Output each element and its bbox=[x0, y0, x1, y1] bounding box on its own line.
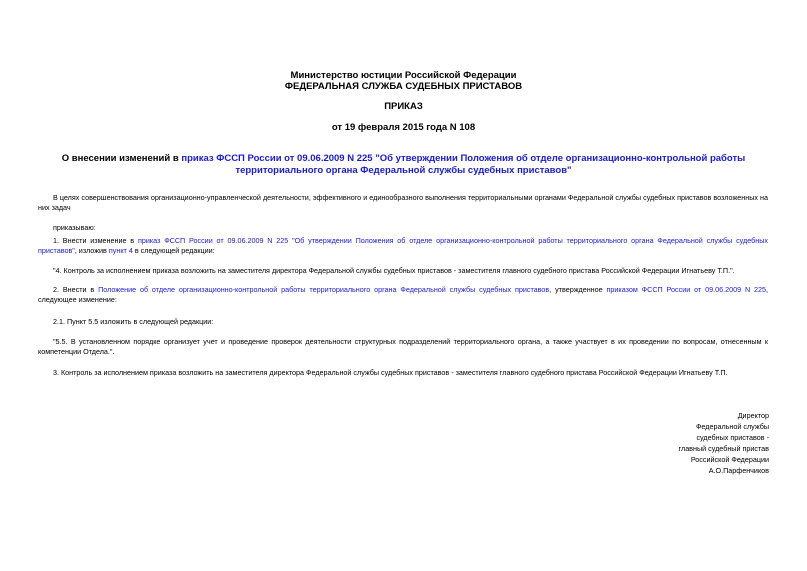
p2-suffix: , следующее изменение: bbox=[38, 285, 769, 304]
paragraph-3: 3. Контроль за исполнением приказа возложить на заместителя директора Федеральной службы судебных приставов - заместителя главного судебного пристава Российской Федерации Игнатьеву Т.П. bbox=[53, 368, 728, 377]
p1-suffix: в следующей редакции: bbox=[132, 246, 215, 255]
p2-order-link[interactable]: приказом ФССП России от 09.06.2009 N 225 bbox=[606, 285, 767, 294]
signature-line: Российской Федерации bbox=[690, 455, 769, 464]
p1-point-link[interactable]: пункт 4 bbox=[108, 246, 133, 255]
order-word: приказываю: bbox=[53, 223, 96, 232]
document-type-heading: ПРИКАЗ bbox=[384, 101, 423, 112]
paragraph-1 bbox=[38, 236, 768, 256]
document-date-number: от 19 февраля 2015 года N 108 bbox=[331, 122, 476, 133]
paragraph-2-1: 2.1. Пункт 5.5 изложить в следующей редакции: bbox=[53, 317, 214, 326]
p1-mid: , изложив bbox=[74, 246, 109, 255]
p1-prefix: 1. Внести изменение в bbox=[53, 236, 138, 245]
signature-line: Директор bbox=[737, 411, 769, 420]
signature-block bbox=[609, 410, 769, 476]
paragraph-2 bbox=[38, 285, 768, 305]
p2-regulation-link[interactable]: Положение об отделе организационно-контрольной работы территориального органа Федеральной службы судебных приставов bbox=[98, 285, 550, 294]
signature-line: судебных приставов - bbox=[696, 433, 769, 442]
p2-mid: , утвержденное bbox=[549, 285, 607, 294]
signature-line: главный судебный пристав bbox=[678, 444, 769, 453]
p2-prefix: 2. Внести в bbox=[53, 285, 99, 294]
paragraph-1-quote: "4. Контроль за исполнением приказа возложить на заместителя директора Федеральной службы судебных приставов - заместителя главного судебного пристава Российской Федерации Игнатьеву Т.П.". bbox=[53, 266, 735, 275]
document-subject bbox=[36, 153, 771, 176]
signature-name: А.О.Парфенчиков bbox=[708, 466, 769, 475]
subject-order-link[interactable]: приказ ФССП России от 09.06.2009 N 225 "Об утверждении Положения об отделе организационно-контрольной работы территориального органа Федеральной службы судебных приставов" bbox=[181, 153, 746, 176]
p1-title-link[interactable]: "Об утверждении Положения об отделе организационно-контрольной работы территориального органа Федеральной службы судебных приставов" bbox=[38, 236, 768, 255]
paragraph-5-5-quote: "5.5. В установленном порядке организует учет и проведение проверок деятельности структурных подразделений территориального органа, а также участвует в их проведении по вопросам, отнесенным к компетенции Отдела.". bbox=[38, 337, 768, 356]
signature-line: Федеральной службы bbox=[695, 422, 769, 431]
subject-prefix: О внесении изменений в bbox=[61, 153, 182, 164]
p1-order-link[interactable]: приказ ФССП России от 09.06.2009 N 225 bbox=[137, 236, 289, 245]
intro-paragraph: В целях совершенствования организационно-управленческой деятельности, эффективного и единообразного выполнения территориальными органами Федеральной службы судебных приставов возложенных на них задач bbox=[38, 193, 768, 212]
ministry-heading: Министерство юстиции Российской Федерации bbox=[290, 70, 517, 81]
service-heading: ФЕДЕРАЛЬНАЯ СЛУЖБА СУДЕБНЫХ ПРИСТАВОВ bbox=[284, 81, 523, 92]
